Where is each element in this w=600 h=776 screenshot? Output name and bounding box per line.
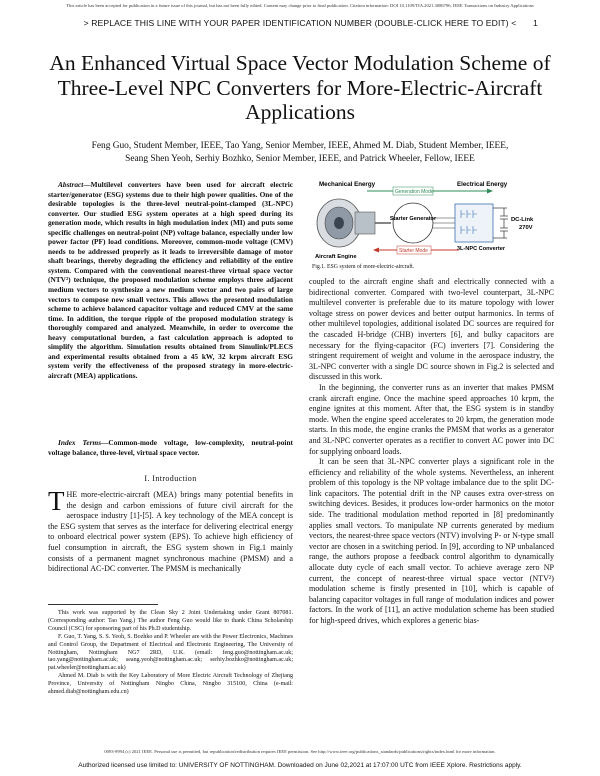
generation-mode-label: Generation Mode	[395, 189, 434, 195]
dc-link-label: DC-Link	[511, 217, 534, 223]
converter-label: 3L-NPC Converter	[456, 246, 506, 252]
abstract	[48, 180, 293, 380]
authors-line-1: Feng Guo, Student Member, IEEE, Tao Yang, Senior Member, IEEE, Ahmed M. Diab, Student Member, IEEE,	[91, 141, 509, 151]
intro-text: HE more-electric-aircraft (MEA) brings many potential benefits in the design and carbon emissions of future civil aircraft for the aerospace industry [1]-[5]. A key technology of the MEA concept is the ESG system that serves as the interface for delivering electrical energy to onboard electrical power system (EPS). To achieve high efficiency of fuel consumption in aircraft, the ESG system shown in Fig.1 mainly consists of a permanent magnet synchronous machine (PMSM) and a bidirectional AC-DC converter. The PMSM is mechanically	[48, 490, 293, 574]
license-footer: 0093-9994 (c) 2021 IEEE. Personal use is permitted, but republication/redistribution requires IEEE permission. See http://www.ieee.org/publications_standards/publications/rights/index.html for more information.	[104, 749, 496, 754]
index-terms	[48, 438, 293, 457]
starter-generator-icon	[393, 203, 433, 243]
paper-id-line: > REPLACE THIS LINE WITH YOUR PAPER IDENTIFICATION NUMBER (DOUBLE-CLICK HERE TO EDIT) <	[83, 18, 517, 28]
starter-generator-label: Starter Generator	[389, 216, 437, 222]
footnotes	[48, 610, 293, 697]
figure-1-caption: Fig.1. ESG system of more-electric-aircraft.	[312, 264, 415, 270]
mechanical-energy-label: Mechanical Energy	[319, 181, 376, 188]
index-terms-text: —Common-mode voltage, low-complexity, neutral-point voltage balance, three-level, virtual space vector.	[48, 438, 294, 457]
paragraph-3: It can be seen that 3L-NPC converter plays a significant role in the efficiency and reliability of the whole systems. Nevertheless, an inherent problem of this topology is the NP voltage imbalance due to the split DC-link capacitors. The potential drift in the NP causes extra over-stress on switching devices. Besides, it produces low-order harmonics on the motor side. The traditional modulation method reported in [8] predominantly applies small vectors. To manipulate NP currents generated by medium vectors, the nearest-three space vectors (NTV) involving P- or N-type small vector are chosen in a switching period. In [9], according to NP unbalanced range, the authors propose a feedback control algorithm to dynamically allocate duty cycle of each small vector. To achieve average zero NP current, the concept of nearest-three virtual space vector (NTV²) modulation scheme is firstly presented in [10], which is capable of balancing capacitor voltages in full range of modulation indices and power factors. In the work of [11], an active modulation scheme has been studied for high-speed drives, which explores a generic bias-	[309, 457, 554, 625]
dc-link-capacitor-icon	[493, 208, 508, 238]
starter-arrowhead-icon	[373, 248, 379, 253]
abstract-label: Abstract	[58, 180, 84, 189]
index-terms-label: Index Terms	[58, 438, 102, 447]
paragraph-2: In the beginning, the converter runs as an inverter that makes PMSM crank aircraft engine. Once the machine speed approaches 10 krpm, the engine ignites at this moment. After that, the ESG system is in standby mode. When the engine speed accelerates to 20 krpm, the generation mode starts. In this mode, the engine cranks the PMSM that works as a generator and 3L-NPC converter operates as a rectifier to convert AC power into DC for supplying onboard loads.	[309, 382, 554, 456]
section-heading-introduction: I. Introduction	[144, 474, 197, 483]
introduction-left	[48, 486, 293, 575]
aircraft-engine-icon	[317, 199, 375, 247]
footnote-affiliation-2: Ahmed M. Diab is with the Key Laboratory of More Electric Aircraft Technology of Zhejiang Province, University of Nottingham Ningbo China, Ningbo 315100, China (e-mail: ahmed.diab@nottingham.edu.cn)	[48, 673, 293, 696]
footnote-rule	[48, 604, 158, 605]
authors-line-2: Seang Shen Yeoh, Serhiy Bozhko, Senior Member, IEEE, and Patrick Wheeler, Fellow, IEEE	[125, 153, 475, 164]
starter-mode-label: Starter Mode	[399, 248, 428, 254]
paragraph-1: coupled to the aircraft engine shaft and electrically connected with a bidirectional converter. Compared with two-level counterpart, 3L-NPC multilevel converter is preferable due to its mature topology with lower voltage stress on power devices and better output harmonics. In terms of other multilevel topologies, additional isolated DC sources are required for the cascaded H-bridge (CHB) inverters [6], and bulky capacitors are necessary for the flying-capacitor (FC) inverters [7]. Considering the stringent requirement of weight and volume in the aerospace industry, the 3L-NPC converter with a single DC source shown in Fig.2 is selected and discussed in this work.	[309, 277, 554, 382]
author-list	[40, 140, 560, 165]
publication-notice: This article has been accepted for publication in a future issue of this journal, but has not been fully edited. Content may change prior to final publication. Citation information: DOI 10.1109/TIA.2021.3086796, IEEE Transactions on Industry Applications	[66, 3, 534, 8]
figure-1-esg-system	[309, 178, 554, 274]
drop-cap: T	[48, 486, 65, 516]
dc-voltage-label: 270V	[519, 225, 533, 231]
aircraft-engine-label: Aircraft Engine	[315, 254, 357, 260]
footnote-funding: This work was supported by the Clean Sky 2 Joint Undertaking under Grant 807081. (Corresponding author: Tao Yang.) The author Feng Guo would like to thank China Scholarship Council (CSC) for sponsoring part of his Ph.D studentship.	[48, 610, 293, 632]
page-number: 1	[533, 18, 538, 28]
electrical-energy-label: Electrical Energy	[457, 181, 508, 188]
paper-title: An Enhanced Virtual Space Vector Modulation Scheme of Three-Level NPC Converters for More-Electric-Aircraft Applications	[49, 51, 551, 124]
converter-block	[455, 204, 493, 242]
footnote-affiliation: F. Guo, T. Yang, S. S. Yeoh, S. Bozhko and P. Wheeler are with the Power Electronics, Machines and Control Group, the Department of Electrical and Electronic Engineering, The University of Nottingham, Nottingham NG7 2RD, U.K. (email: feng.guo@nottingham.ac.uk; tao.yang@nottingham.ac.uk; seang.yeoh@nottingham.ac.uk; serhiy.bozhko@nottingham.ac.uk; pat.wheeler@nottingham.ac.uk)	[48, 633, 293, 672]
abstract-text: —Multilevel converters have been used for aircraft electric starter/generator (ESG) systems due to their high power qualities. One of the desirable topologies is the three-level neutral-point-clamped (3L-NPC) converter. Our studied ESG system operates at a high speed during its generation mode, which results in high modulation index (MI) and puts some specific challenges on neutral-point (NP) voltage balance, especially under low power factor (PF) load conditions. Moreover, common-mode voltage (CMV) needs to be addressed properly as it leads to irreversible damage of motor shaft bearings, thereby degrading the efficiency and reliability of the entire system. Compared with the conventional nearest-three virtual space vector (NTV²) technique, the proposed modulation scheme employs three adjacent medium vectors to synthesize a new medium vector and two pairs of large vectors to compose new small vectors. This allows the presented modulation scheme to achieve balanced capacitor voltage and reduced CMV at the same time. In addition, the torque ripple of the proposed modulation strategy is thoroughly compared and analyzed. Meanwhile, in order to overcome the heavy computational burden, a fast calculation approach is adopted to simplify the algorithm. Simulation results obtained from Simulink/PLECS and experimental results obtained from a 45 kW, 32 krpm aircraft ESG system verify the effectiveness of the proposed strategy in more-electric-aircraft (MEA) applications.	[48, 180, 293, 380]
authorized-use-footer: Authorized licensed use limited to: UNIVERSITY OF NOTTINGHAM. Downloaded on June 02,2021 at 17:07:00 UTC from IEEE Xplore. Restrictions apply.	[78, 762, 522, 769]
generation-arrowhead-icon	[487, 189, 493, 194]
body-right-column	[309, 277, 554, 627]
